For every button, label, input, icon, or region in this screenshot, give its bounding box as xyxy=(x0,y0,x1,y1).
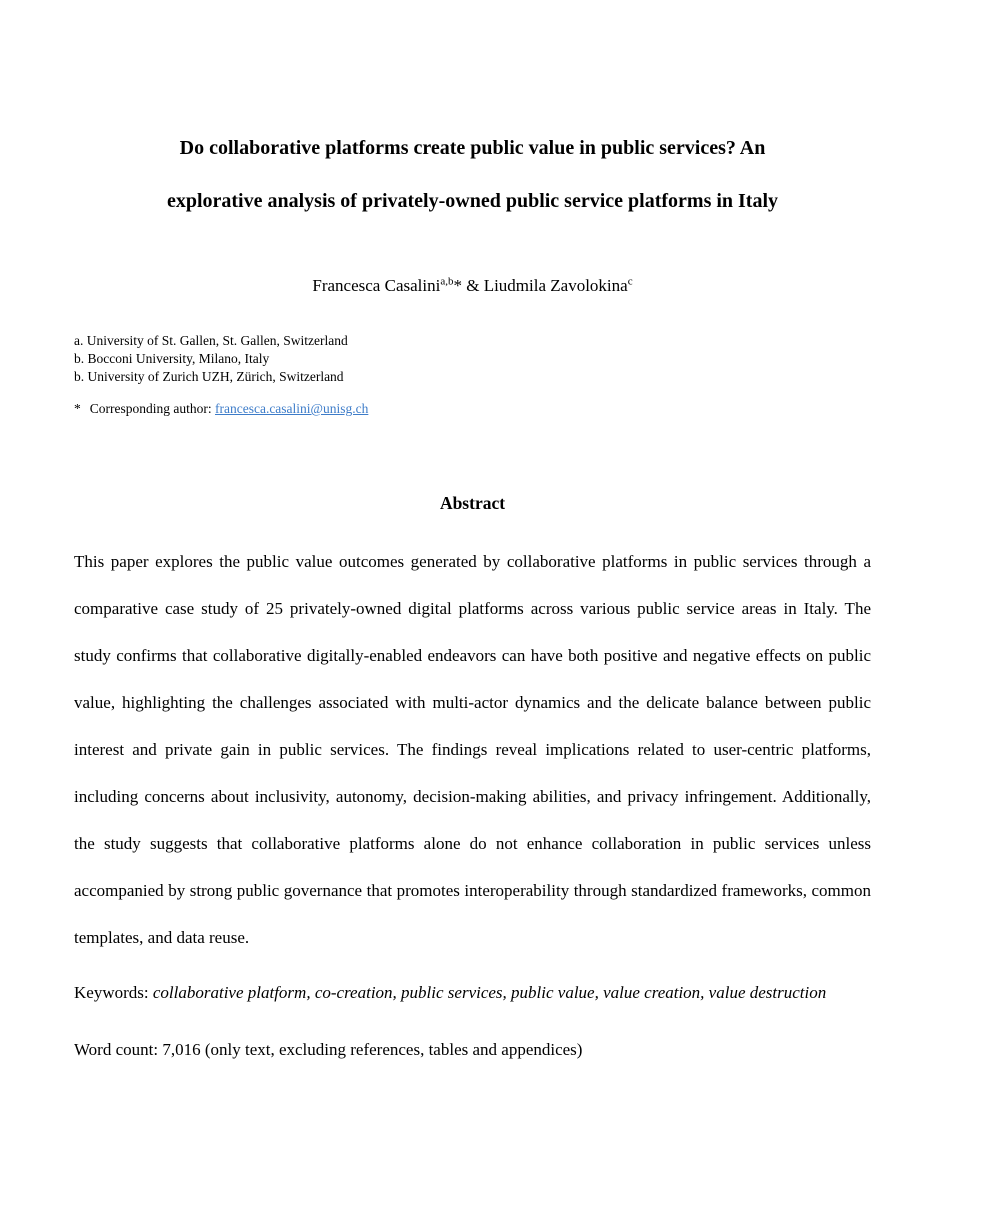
affiliation-item: b. University of Zurich UZH, Zürich, Switzerland xyxy=(74,369,344,384)
author-1-name: Francesca Casalini xyxy=(312,276,441,295)
paper-title-line2: explorative analysis of privately-owned public service platforms in Italy xyxy=(166,190,779,212)
paper-title xyxy=(74,122,871,228)
author-line xyxy=(74,274,871,298)
author-separator: & xyxy=(466,276,480,295)
keywords-label: Keywords: xyxy=(74,983,149,1002)
word-count-line: Word count: 7,016 (only text, excluding references, tables and appendices) xyxy=(74,1040,583,1059)
affiliation-item: b. Bocconi University, Milano, Italy xyxy=(74,351,270,366)
keywords-line xyxy=(74,969,871,1016)
author-2-name: Liudmila Zavolokina xyxy=(483,276,628,295)
corresponding-author-label: Corresponding author: xyxy=(89,401,212,416)
corresponding-author-line xyxy=(74,400,871,418)
corresponding-author-email-link[interactable]: francesca.casalini@unisg.ch xyxy=(214,401,369,416)
author-2-affiliation-superscript: c xyxy=(627,275,633,288)
paper-title-line1: Do collaborative platforms create public value in public services? An xyxy=(179,137,766,159)
corresponding-author-marker: * xyxy=(74,401,81,416)
abstract-text: This paper explores the public value outcomes generated by collaborative platforms in public services through a comparative case study of 25 privately-owned digital platforms across various public service areas in Italy. The study confirms that collaborative digitally-enabled endeavors can have both positive and negative effects on public value, highlighting the challenges associated with multi-actor dynamics and the delicate balance between public interest and private gain in public services. The findings reveal implications related to user-centric platforms, including concerns about inclusivity, autonomy, decision-making abilities, and privacy infringement. Additionally, the study suggests that collaborative platforms alone do not enhance collaboration in public services unless accompanied by strong public governance that promotes interoperability through standardized frameworks, common templates, and data reuse. xyxy=(74,552,871,947)
abstract-heading: Abstract xyxy=(439,493,506,513)
affiliation-item: a. University of St. Gallen, St. Gallen, Switzerland xyxy=(74,333,348,348)
keywords-list: collaborative platform, co-creation, public services, public value, value creation, value destruction xyxy=(152,983,827,1002)
author-1-affiliation-superscript: a,b xyxy=(440,275,454,288)
affiliation-list xyxy=(74,332,871,386)
author-1-corresponding-mark: * xyxy=(453,276,462,295)
